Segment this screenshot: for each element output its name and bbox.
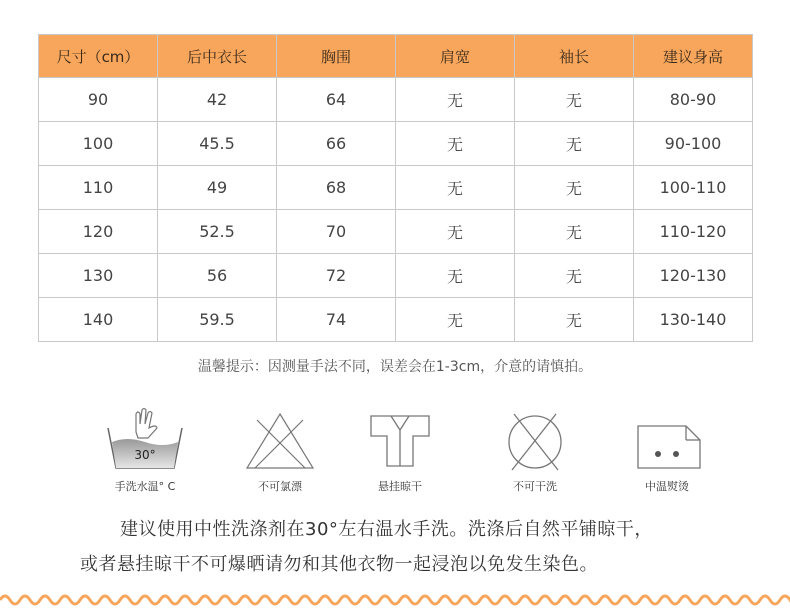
table-cell: 100-110 [634, 166, 753, 210]
care-item-hang-dry [345, 406, 455, 494]
header-shoulder: 肩宽 [396, 35, 515, 78]
header-height: 建议身高 [634, 35, 753, 78]
table-cell: 无 [515, 78, 634, 122]
table-cell: 无 [396, 298, 515, 342]
table-cell: 130-140 [634, 298, 753, 342]
table-cell: 无 [396, 166, 515, 210]
table-cell: 无 [396, 78, 515, 122]
table-row [39, 122, 753, 166]
table-cell: 100 [39, 122, 158, 166]
table-cell: 45.5 [158, 122, 277, 166]
table-row [39, 254, 753, 298]
table-cell: 无 [396, 254, 515, 298]
table-cell: 无 [396, 122, 515, 166]
medium-iron-icon [624, 406, 710, 472]
table-cell: 59.5 [158, 298, 277, 342]
table-cell: 无 [515, 166, 634, 210]
hand-wash-icon [102, 406, 188, 472]
measurement-tip: 温馨提示：因测量手法不同，误差会在1-3cm，介意的请慎拍。 [197, 359, 593, 375]
table-row [39, 298, 753, 342]
table-cell: 74 [277, 298, 396, 342]
table-cell: 无 [515, 122, 634, 166]
care-item-medium-iron [612, 406, 722, 494]
table-cell: 无 [396, 210, 515, 254]
table-cell: 110 [39, 166, 158, 210]
table-cell: 无 [515, 210, 634, 254]
table-cell: 64 [277, 78, 396, 122]
table-cell: 110-120 [634, 210, 753, 254]
decorative-wave-border [0, 588, 790, 612]
table-cell: 49 [158, 166, 277, 210]
table-cell: 72 [277, 254, 396, 298]
wash-temp-mark: 30° [134, 448, 156, 462]
table-row [39, 210, 753, 254]
table-cell: 56 [158, 254, 277, 298]
wash-note-line1: 建议使用中性洗涤剂在30°左右温水手洗。洗涤后自然平铺晾干， [120, 519, 653, 540]
table-cell: 140 [39, 298, 158, 342]
table-row [39, 78, 753, 122]
care-label: 悬挂晾干 [378, 480, 422, 493]
hang-dry-icon [357, 406, 443, 472]
care-label: 不可干洗 [513, 480, 557, 493]
table-cell: 无 [515, 298, 634, 342]
care-item-no-bleach [225, 406, 335, 494]
table-cell: 70 [277, 210, 396, 254]
care-label: 手洗水温° C [114, 480, 176, 493]
care-item-no-dry-clean [480, 406, 590, 494]
table-cell: 90-100 [634, 122, 753, 166]
table-header-row [39, 35, 753, 78]
table-cell: 52.5 [158, 210, 277, 254]
table-cell: 66 [277, 122, 396, 166]
header-sleeve: 袖长 [515, 35, 634, 78]
care-label: 中温熨烫 [645, 480, 689, 493]
no-bleach-icon [237, 406, 323, 472]
header-size: 尺寸（cm） [39, 35, 158, 78]
table-cell: 80-90 [634, 78, 753, 122]
wash-note-line2: 或者悬挂晾干不可爆晒请勿和其他衣物一起浸泡以免发生染色。 [80, 554, 598, 575]
care-item-hand-wash [90, 406, 200, 494]
header-back-length: 后中衣长 [158, 35, 277, 78]
table-cell: 42 [158, 78, 277, 122]
table-cell: 130 [39, 254, 158, 298]
table-cell: 120-130 [634, 254, 753, 298]
no-dry-clean-icon [492, 406, 578, 472]
table-row [39, 166, 753, 210]
table-cell: 68 [277, 166, 396, 210]
table-cell: 120 [39, 210, 158, 254]
size-table [38, 34, 753, 342]
table-cell: 无 [515, 254, 634, 298]
header-chest: 胸围 [277, 35, 396, 78]
care-label: 不可氯漂 [258, 480, 302, 493]
table-cell: 90 [39, 78, 158, 122]
